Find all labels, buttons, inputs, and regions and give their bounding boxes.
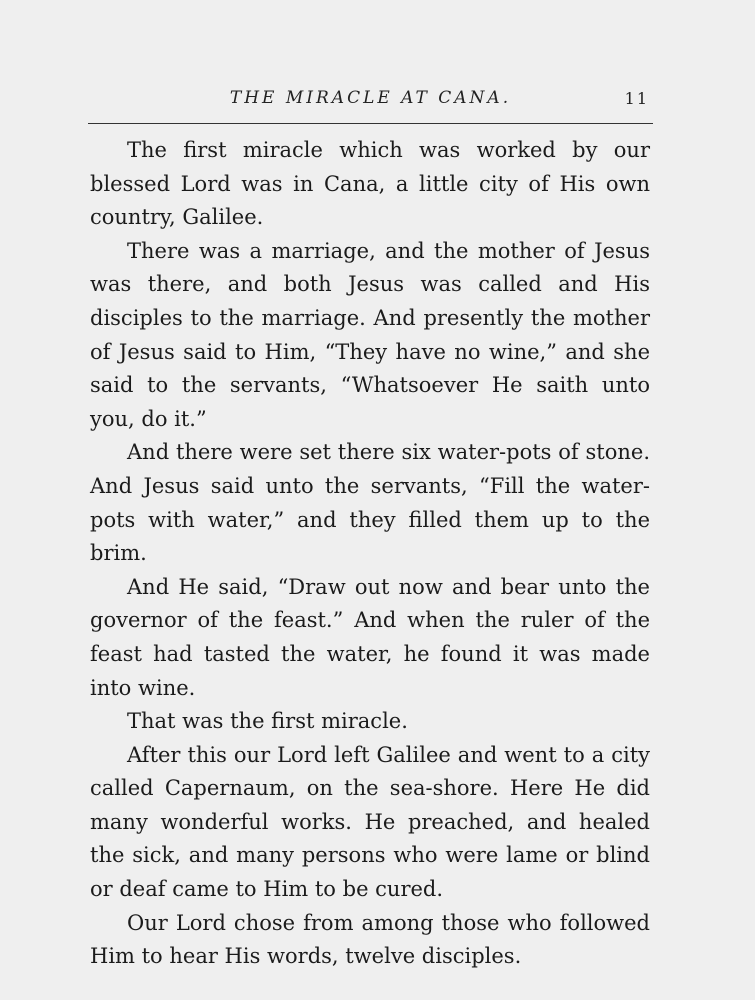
- paragraph-7: Our Lord chose from among those who followed Him to hear His words, twelve disciples.: [90, 910, 650, 969]
- paragraph-2: There was a marriage, and the mother of Jesus was there, and both Jesus was called and His disciples to the marriage. And presently the mother of Jesus said to Him, “They have no wine,” and she said to the servants, “Whatsoever He saith unto you, do it.”: [90, 238, 650, 431]
- page-number: 11: [624, 89, 649, 108]
- paragraph-4: And He said, “Draw out now and bear unto the governor of the feast.” And when the ruler of the feast had tasted the water, he found it was made into wine.: [90, 574, 650, 700]
- running-title: THE MIRACLE AT CANA.: [229, 88, 512, 108]
- header-rule: [88, 123, 653, 124]
- body-text: [90, 134, 650, 974]
- page-header: [88, 88, 653, 118]
- paragraph-1: The first miracle which was worked by our blessed Lord was in Cana, a little city of His own country, Galilee.: [90, 138, 650, 230]
- paragraph-5: That was the first miracle.: [127, 709, 408, 734]
- paragraph-3: And there were set there six water-pots of stone. And Jesus said unto the servants, “Fill the water-pots with water,” and they filled them up to the brim.: [90, 440, 650, 566]
- paragraph-6: After this our Lord left Galilee and went to a city called Capernaum, on the sea-shore. Here He did many wonderful works. He preached, and healed the sick, and many persons who were lame or blind or deaf came to Him to be cured.: [90, 742, 650, 902]
